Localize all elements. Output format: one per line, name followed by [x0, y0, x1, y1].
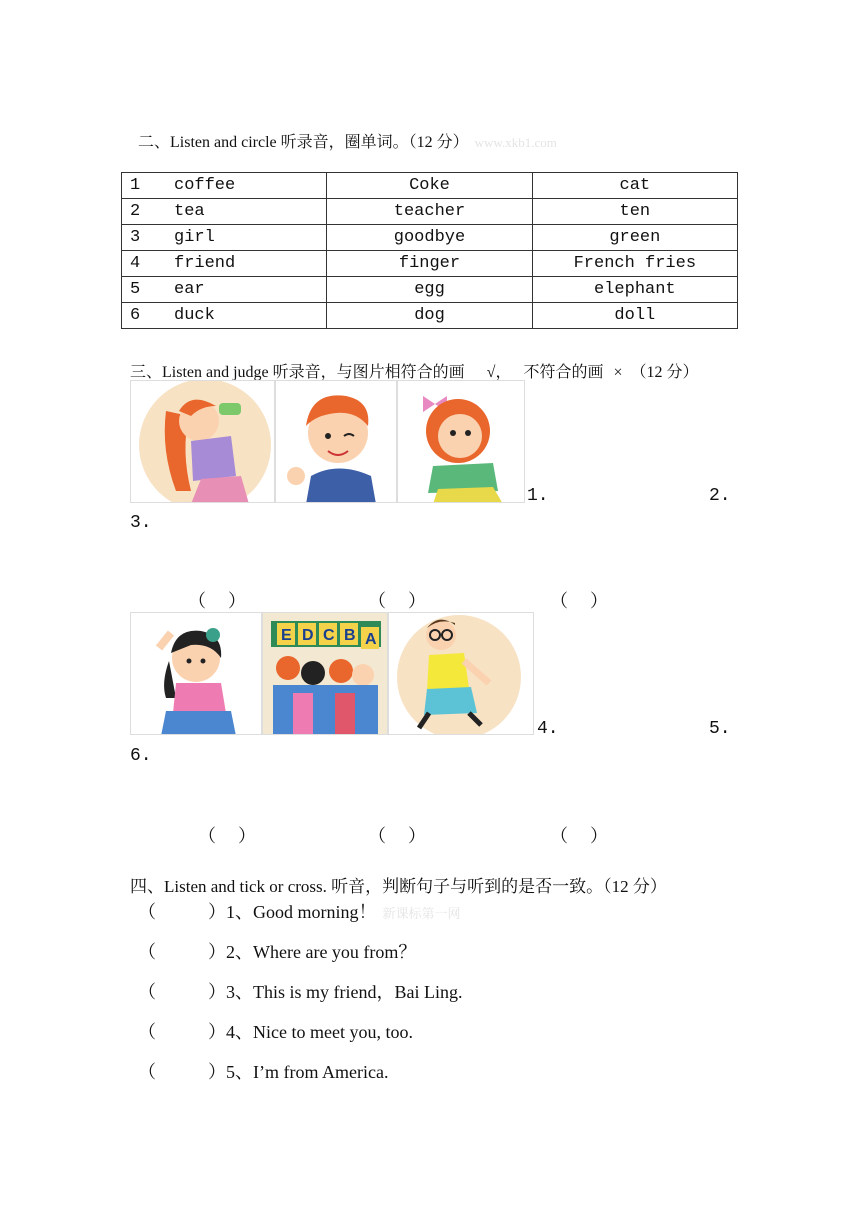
answer-paren-2[interactable]: （ ）: [368, 591, 428, 611]
word-option-c[interactable]: French fries: [532, 251, 737, 277]
boy-glasses-icon: [388, 612, 534, 735]
row-number: 6: [130, 306, 141, 325]
word-cell[interactable]: [122, 225, 327, 251]
open-paren: （: [138, 902, 156, 922]
sentence-text: ）1、Good morning！: [208, 902, 377, 922]
answer-paren-4[interactable]: （ ）: [198, 826, 258, 846]
word-option-b[interactable]: Coke: [327, 173, 532, 199]
girl-scratching-head-icon: [130, 612, 262, 735]
word-option-b[interactable]: teacher: [327, 199, 532, 225]
svg-text:A: A: [365, 631, 377, 648]
table-row: [122, 173, 738, 199]
svg-text:C: C: [323, 627, 335, 644]
girl-drinking-icon: [130, 380, 275, 503]
item-number-6: 6.: [130, 746, 152, 766]
word-cell[interactable]: [122, 303, 327, 329]
word-option-c[interactable]: ten: [532, 199, 737, 225]
row-number: 3: [130, 228, 141, 247]
section3-score: （12 分）: [630, 364, 699, 381]
word-option-b[interactable]: egg: [327, 277, 532, 303]
word-option-a[interactable]: duck: [174, 306, 215, 325]
section3-heading-text-b: 不符合的画: [523, 364, 604, 381]
table-row: [122, 225, 738, 251]
answer-paren-1[interactable]: （ ）: [188, 591, 248, 611]
word-option-a[interactable]: tea: [174, 202, 205, 221]
table-row: [122, 199, 738, 225]
word-option-c[interactable]: doll: [532, 303, 737, 329]
answer-paren-5[interactable]: （ ）: [368, 826, 428, 846]
row-number: 4: [130, 254, 141, 273]
word-table: [121, 172, 738, 329]
item-number-4: 4.: [537, 719, 559, 739]
watermark-text: 新课标第一网: [382, 906, 461, 921]
word-option-a[interactable]: coffee: [174, 176, 236, 195]
section3-heading: [130, 359, 699, 382]
open-paren: （: [138, 1022, 156, 1042]
svg-text:B: B: [344, 627, 356, 644]
girl-with-bow-icon: [397, 380, 525, 503]
children-abc-cards-icon: [262, 612, 388, 735]
word-option-b[interactable]: dog: [327, 303, 532, 329]
open-paren: （: [138, 982, 156, 1002]
row-number: 2: [130, 202, 141, 221]
picture-row-2: [130, 612, 534, 735]
svg-text:E: E: [281, 627, 292, 644]
watermark-text: www.xkb1.com: [474, 135, 557, 150]
table-row: [122, 251, 738, 277]
cross-mark-text: ×: [613, 364, 623, 381]
word-option-c[interactable]: elephant: [532, 277, 737, 303]
open-paren: （: [138, 942, 156, 962]
picture-row-1: [130, 380, 525, 503]
answer-paren-3[interactable]: （ ）: [550, 591, 610, 611]
word-option-a[interactable]: ear: [174, 280, 205, 299]
sentence-4[interactable]: [138, 1018, 413, 1044]
word-option-a[interactable]: girl: [174, 228, 215, 247]
word-option-c[interactable]: cat: [532, 173, 737, 199]
sentence-text: ）4、Nice to meet you, too.: [208, 1022, 413, 1042]
sentence-text: ）3、This is my friend，Bai Ling.: [208, 982, 463, 1002]
table-row: [122, 277, 738, 303]
word-cell[interactable]: [122, 277, 327, 303]
table-row: [122, 303, 738, 329]
section2-heading-text: 二、Listen and circle 听录音，圈单词。（12 分）: [138, 134, 469, 151]
svg-text:D: D: [302, 627, 314, 644]
item-number-1: 1.: [527, 486, 549, 506]
sentence-text: ）5、I’m from America.: [208, 1062, 389, 1082]
sentence-text: ）2、Where are you from？: [208, 942, 417, 962]
item-number-5: 5.: [709, 719, 731, 739]
section3-heading-text: 三、Listen and judge 听录音，与图片相符合的画: [130, 364, 465, 381]
open-paren: （: [138, 1062, 156, 1082]
word-option-c[interactable]: green: [532, 225, 737, 251]
word-option-b[interactable]: goodbye: [327, 225, 532, 251]
word-cell[interactable]: [122, 251, 327, 277]
item-number-3: 3.: [130, 513, 152, 533]
row-number: 5: [130, 280, 141, 299]
sentence-1[interactable]: [138, 898, 461, 924]
answer-paren-6[interactable]: （ ）: [550, 826, 610, 846]
boy-ok-sign-icon: [275, 380, 397, 503]
section2-heading: [138, 129, 557, 152]
sentence-5[interactable]: [138, 1058, 388, 1084]
sentence-2[interactable]: [138, 938, 416, 964]
item-number-2: 2.: [709, 486, 731, 506]
word-cell[interactable]: [122, 199, 327, 225]
sentence-3[interactable]: [138, 978, 462, 1004]
check-mark-text: √，: [486, 364, 512, 381]
row-number: 1: [130, 176, 141, 195]
section4-heading: 四、Listen and tick or cross. 听音，判断句子与听到的是否一致。（12 分）: [130, 877, 667, 896]
word-cell[interactable]: [122, 173, 327, 199]
word-option-a[interactable]: friend: [174, 254, 236, 273]
word-option-b[interactable]: finger: [327, 251, 532, 277]
